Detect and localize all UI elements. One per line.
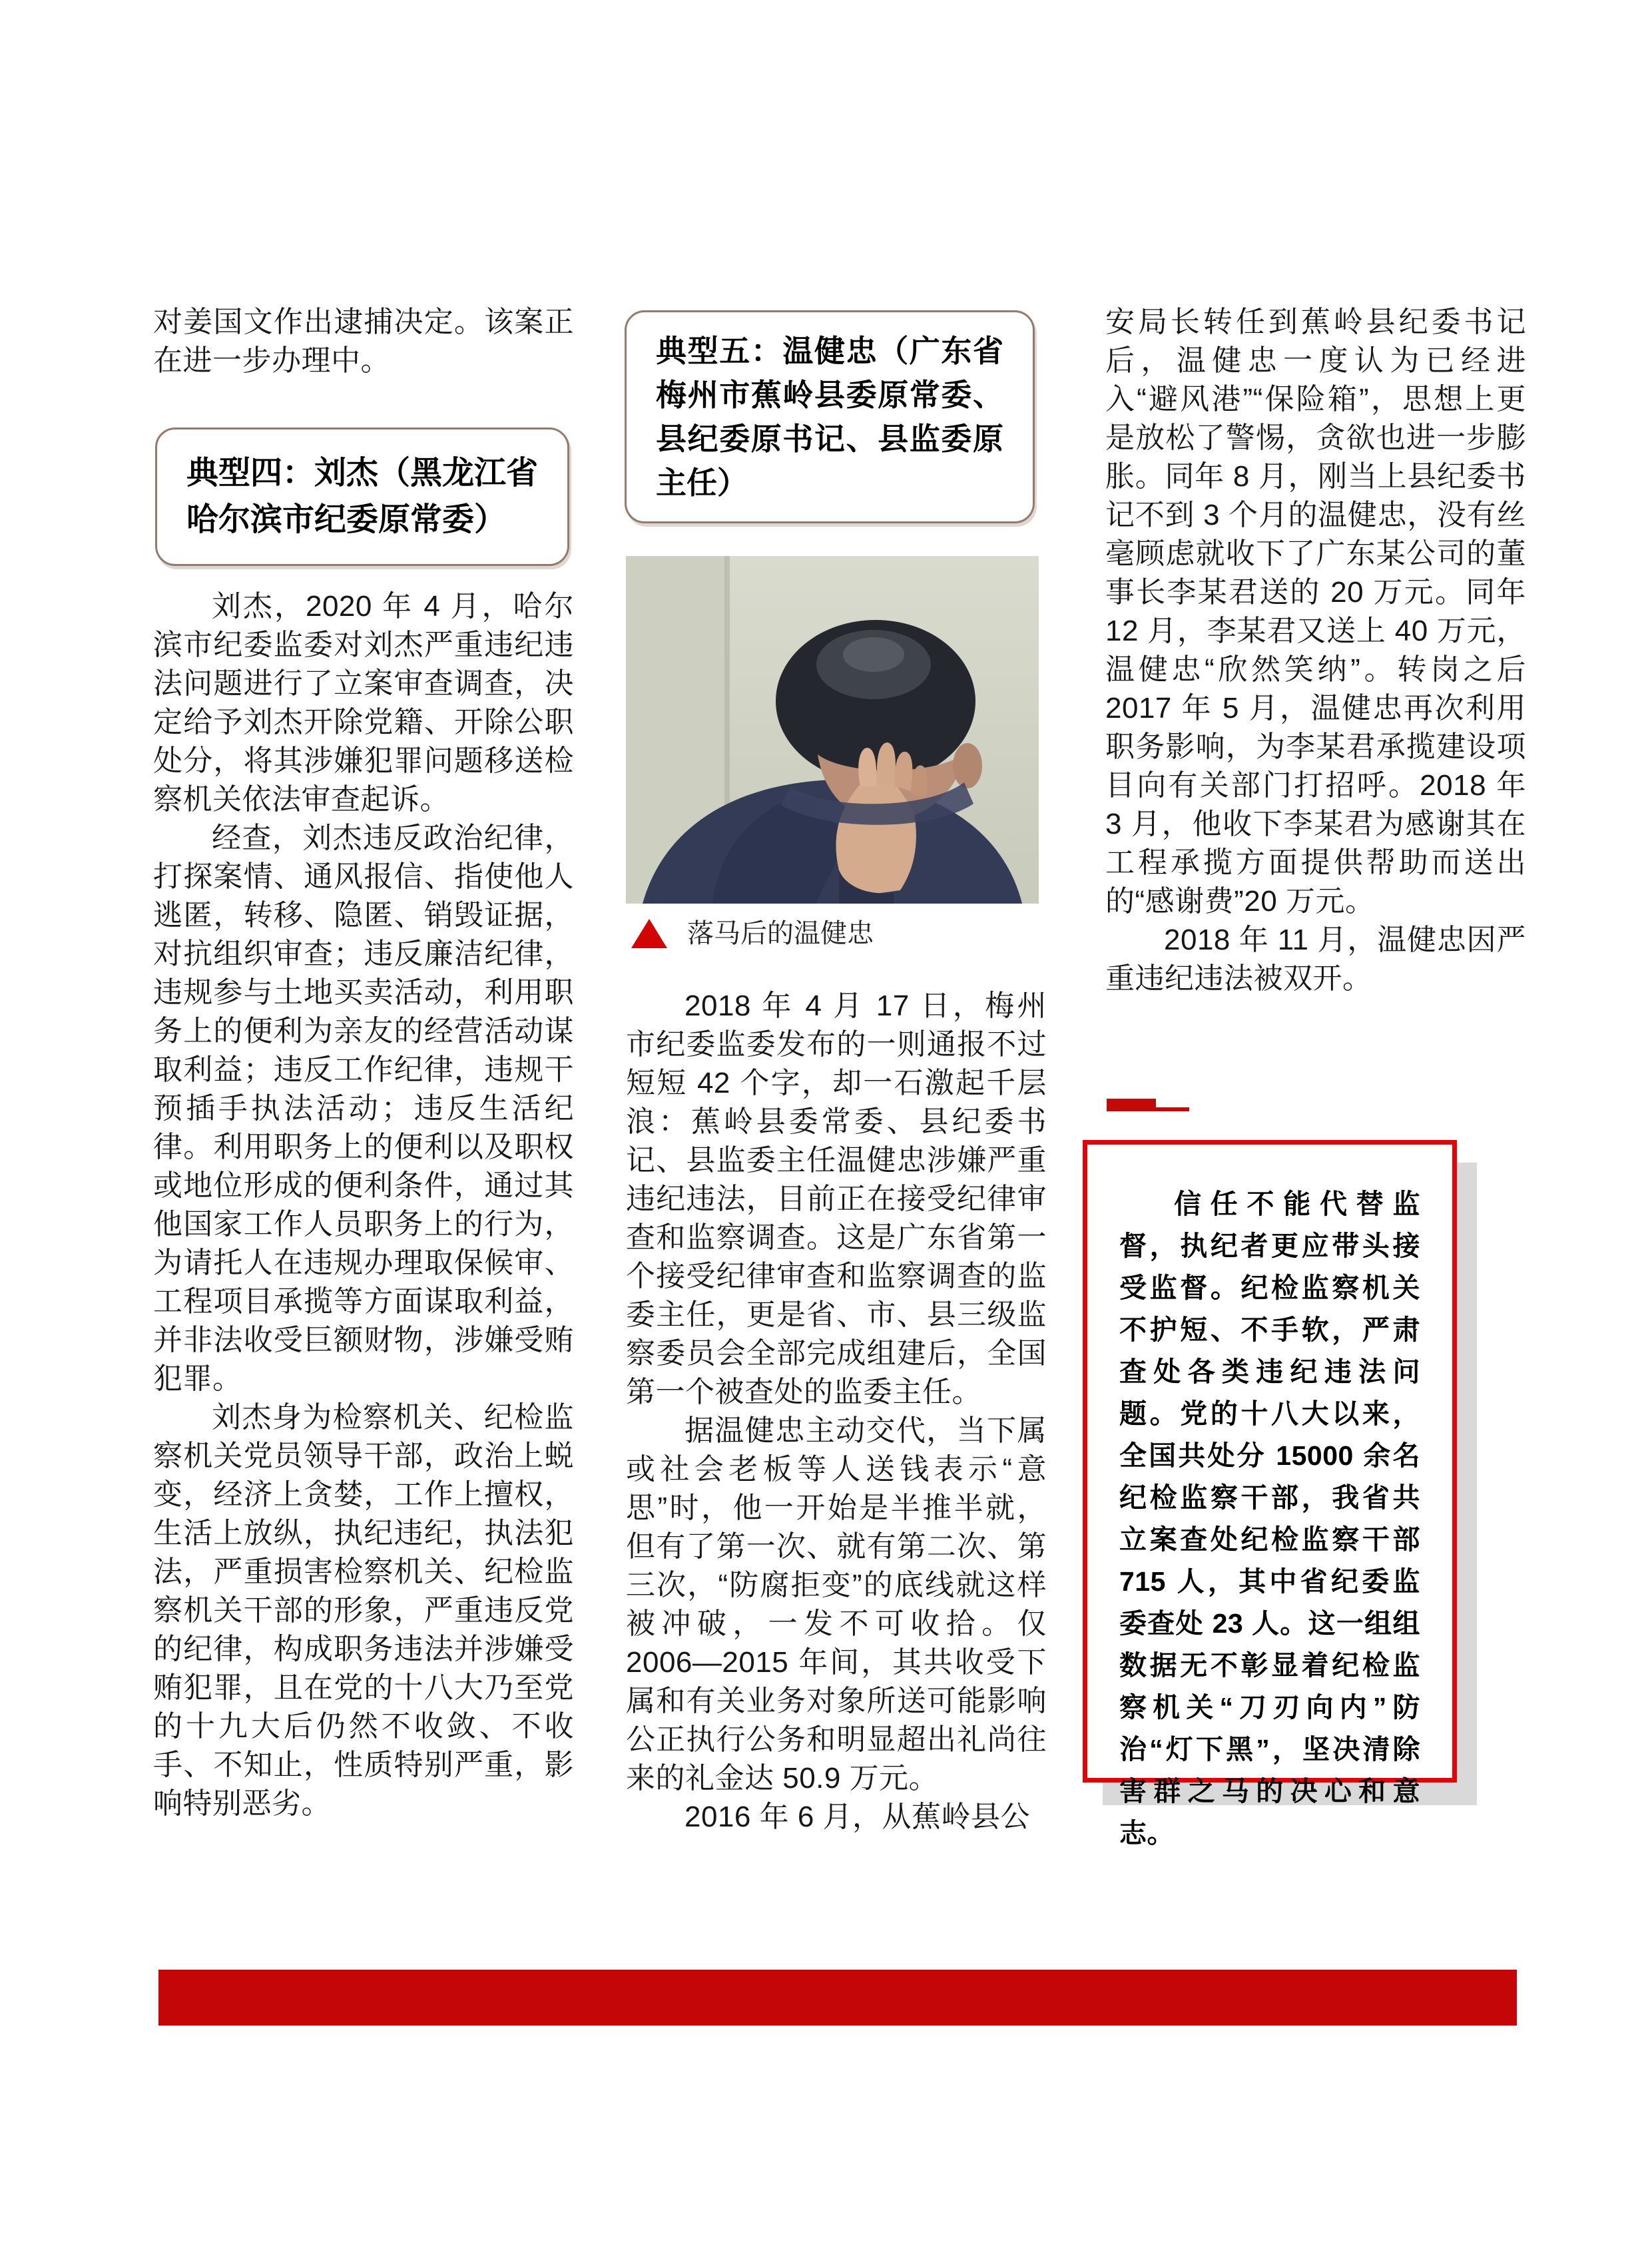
- paragraph: 安局长转任到蕉岭县纪委书记后，温健忠一度认为已经进入“避风港”“保险箱”，思想上更是放松了警惕，贪欲也进一步膨胀。同年 8 月，刚当上县纪委书记不到 3 个月的温健忠，没有丝毫顾虑就收下了广东某公司的董事长李某君送的 20 万元。同年 12 月，李某君又送上 40 万元，温健忠“欣然笑纳”。转岗之后 2017 年 5 月，温健忠再次利用职务影响，为李某君承揽建设项目向有关部门打招呼。2018 年 3 月，他收下李某君为感谢其在工程承揽方面提供帮助而送出的“感谢费”20 万元。: [1105, 306, 1526, 918]
- paragraph: 2016 年 6 月，从蕉岭县公: [685, 1801, 1031, 1833]
- case-five-headline-box: [625, 310, 1035, 523]
- paragraph: 对姜国文作出逮捕决定。该案正在进一步办理中。: [153, 306, 574, 377]
- paragraph: 据温健忠主动交代，当下属或社会老板等人送钱表示“意思”时，他一开始是半推半就，但有了第一次、就有第二次、第三次，“防腐拒变”的底线就这样被冲破，一发不可收拾。仅 2006—2015 年间，其共收受下属和有关业务对象所送可能影响公正执行公务和明显超出礼尚往来的礼金达 50.9 万元。: [626, 1414, 1047, 1795]
- paragraph: 2018 年 11 月，温健忠因严重违纪违法被双开。: [1105, 924, 1526, 995]
- paragraph: 经查，刘杰违反政治纪律，打探案情、通风报信、指使他人逃匿，转移、隐匿、销毁证据，对抗组织审查；违反廉洁纪律，违规参与土地买卖活动，利用职务上的便利为亲友的经营活动谋取利益；违反工作纪律，违规干预插手执法活动；违反生活纪律。利用职务上的便利以及职权或地位形成的便利条件，通过其他国家工作人员职务上的行为，为请托人在违规办理取保候审、工程项目承揽等方面谋取利益，并非法收受巨额财物，涉嫌受贿犯罪。: [153, 822, 574, 1395]
- quote-box: [1083, 1140, 1457, 1848]
- quote-text: 信任不能代替监督，执纪者更应带头接受监督。纪检监察机关不护短、不手软，严肃查处各类违纪违法问题。党的十八大以来，全国共处分 15000 余名纪检监察干部，我省共立案查处纪检监察干部 715 人，其中省纪委监委查处 23 人。这一组组数据无不彰显着纪检监察机关“刀刃向内”防治“灯下黑”，坚决清除害群之马的决心和意志。: [1119, 1189, 1420, 1848]
- right-column-body: [1105, 303, 1526, 998]
- paragraph: 2018 年 4 月 17 日，梅州市纪委监委发布的一则通报不过短短 42 个字，却一石激起千层浪：蕉岭县委常委、县纪委书记、县监委主任温健忠涉嫌严重违纪违法，目前正在接受纪律审查和监察调查。这是广东省第一个接受纪律审查和监察调查的监委主任，更是省、市、县三级监察委员会全部完成组建后，全国第一个被查处的监委主任。: [626, 989, 1047, 1408]
- middle-column-body: [626, 987, 1047, 1836]
- case-five-headline: 典型五：温健忠（广东省梅州市蕉岭县委原常委、县纪委原书记、县监委原主任）: [656, 334, 1003, 500]
- photo-caption-row: [631, 919, 874, 948]
- footer-red-bar: [158, 1970, 1517, 2026]
- section-divider-mark: [1107, 1099, 1193, 1116]
- paragraph: 刘杰身为检察机关、纪检监察机关党员领导干部，政治上蜕变，经济上贪婪，工作上擅权，生活上放纵，执纪违纪，执法犯法，严重损害检察机关、纪检监察机关干部的形象，严重违反党的纪律，构成职务违法并涉嫌受贿犯罪，且在党的十八大乃至党的十九大后仍然不收敛、不收手、不知止，性质特别严重，影响特别恶劣。: [153, 1401, 574, 1820]
- divider-thick-bar: [1107, 1099, 1156, 1111]
- case-four-headline: 典型四：刘杰（黑龙江省哈尔滨市纪委原常委）: [186, 455, 539, 537]
- left-column-intro: [153, 303, 574, 380]
- caption-triangle-icon: [631, 919, 667, 948]
- paragraph: 刘杰，2020 年 4 月，哈尔滨市纪委监委对刘杰严重违纪违法问题进行了立案审查调查，决定给予刘杰开除党籍、开除公职处分，将其涉嫌犯罪问题移送检察机关依法审查起诉。: [153, 590, 574, 816]
- left-column-body: [153, 587, 574, 1823]
- case-four-headline-box: [155, 427, 569, 566]
- divider-thin-bar: [1156, 1107, 1189, 1111]
- photo-wen-jianzhong: [626, 556, 1039, 904]
- photo-caption: 落马后的温健忠: [687, 919, 874, 948]
